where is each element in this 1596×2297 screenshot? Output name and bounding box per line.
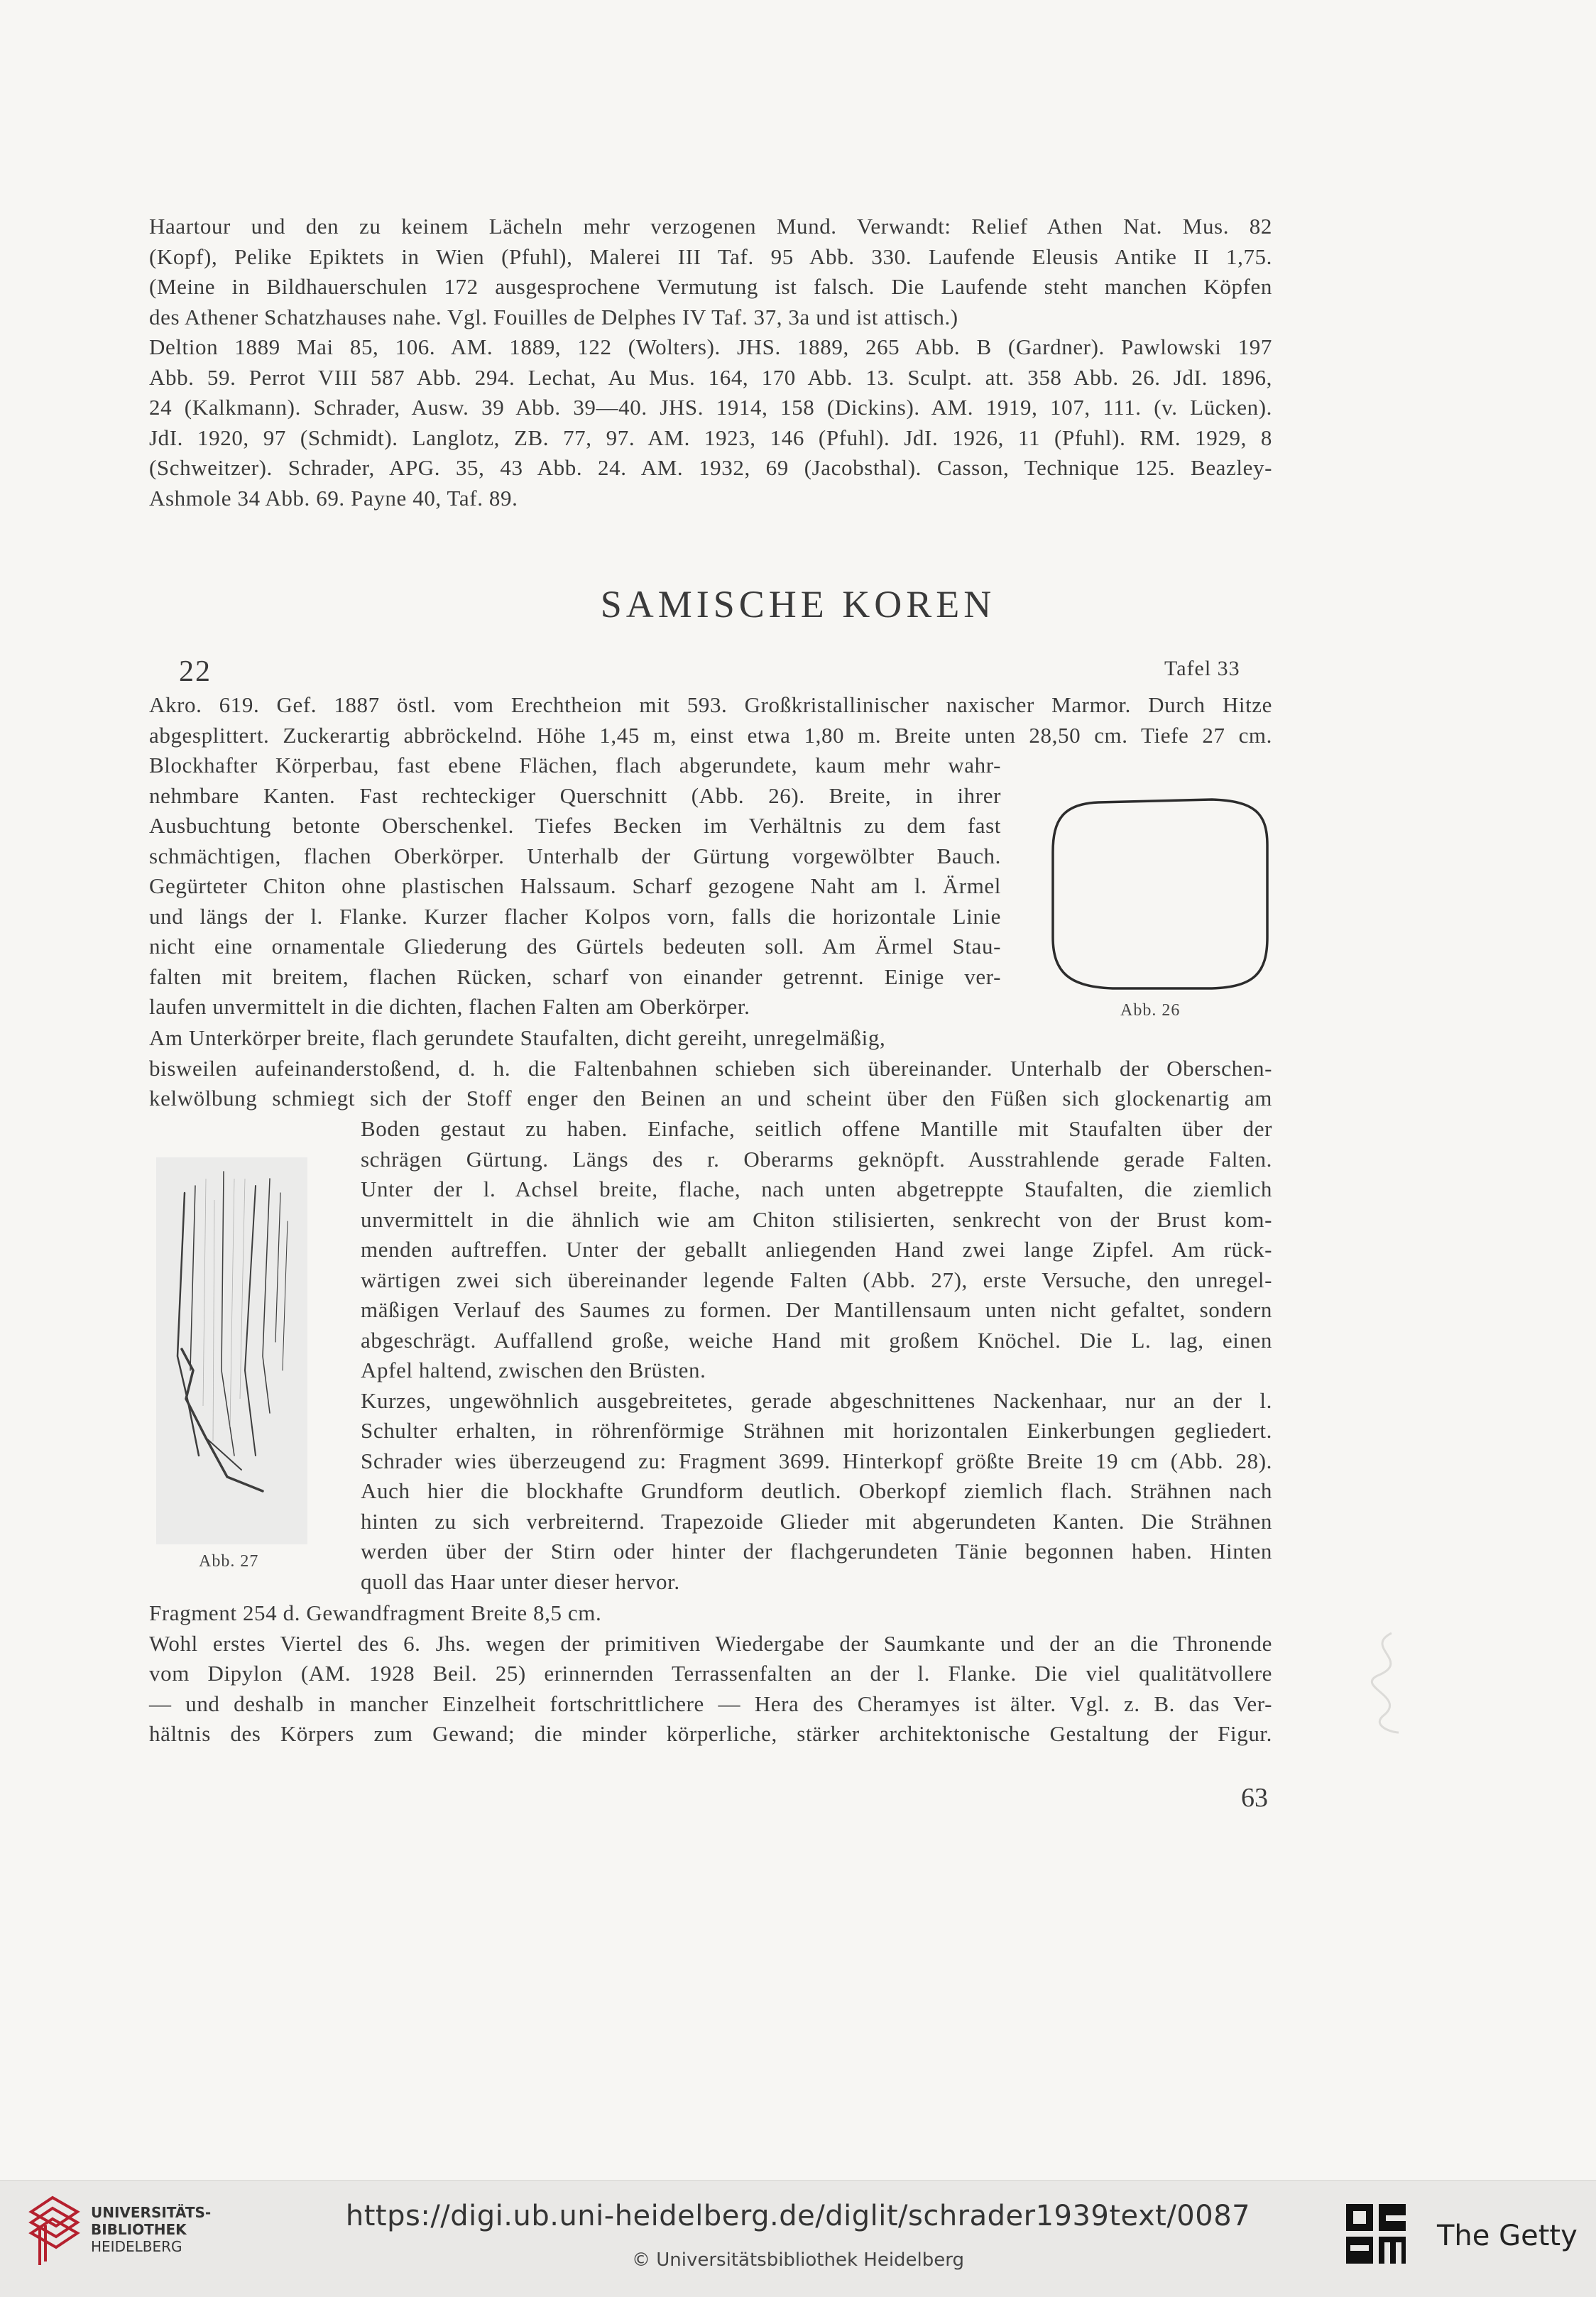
ub-line: BIBLIOTHEK bbox=[91, 2221, 187, 2238]
text-line: abgeschrägt. Auffallend große, weiche Hand mit großem Knöchel. Die L. lag, einen bbox=[361, 1327, 1272, 1353]
text-line: Auch hier die blockhafte Grundform deutlich. Oberkopf ziemlich flach. Strähnen nach bbox=[361, 1478, 1272, 1503]
text-line: 24 (Kalkmann). Schrader, Ausw. 39 Abb. 39—40. JHS. 1914, 158 (Dickins). AM. 1919, 107, 111. (v. Lücken). bbox=[149, 395, 1272, 420]
text-line: (Meine in Bildhauerschulen 172 ausgesprochene Vermutung ist falsch. Die Laufende steht manchen Köpfen bbox=[149, 274, 1272, 299]
text-line: des Athener Schatzhauses nahe. Vgl. Fouilles de Delphes IV Taf. 37, 3a und ist attisch.) bbox=[149, 304, 958, 329]
text-line: laufen unvermittelt in die dichten, flachen Falten am Oberkörper. bbox=[149, 994, 750, 1019]
text-line: menden auftreffen. Unter der geballt anliegenden Hand zwei lange Zipfel. Am rück- bbox=[361, 1237, 1272, 1262]
ub-line: HEIDELBERG bbox=[91, 2238, 182, 2255]
text-line: Haartour und den zu keinem Lächeln mehr verzogenen Mund. Verwandt: Relief Athen Nat. Mus. 82 bbox=[149, 214, 1272, 239]
intro-paragraph bbox=[149, 690, 1272, 751]
text-line: JdI. 1920, 97 (Schmidt). Langlotz, ZB. 77, 97. AM. 1923, 146 (Pfuhl). JdI. 1926, 11 (Pfuhl). RM. 1929, 8 bbox=[149, 425, 1272, 450]
text-line: vom Dipylon (AM. 1928 Beil. 25) erinnernden Terrassenfalten an der l. Flanke. Die viel qualitätvollere bbox=[149, 1661, 1272, 1686]
text-line: Unter der l. Achsel breite, flache, nach unten abgetreppte Staufalten, die ziemlich bbox=[361, 1177, 1272, 1201]
text-line: Apfel haltend, zwischen den Brüsten. bbox=[361, 1358, 706, 1382]
text-line: Akro. 619. Gef. 1887 östl. vom Erechtheion mit 593. Großkristallinischer naxischer Marmor. Durch Hitze bbox=[149, 692, 1272, 717]
text-line: Blockhafter Körperbau, fast ebene Flächen, flach abgerundete, kaum mehr wahr- bbox=[149, 753, 1001, 778]
text-line: Gegürteter Chiton ohne plastischen Halssaum. Scharf gezogene Naht am l. Ärmel bbox=[149, 873, 1001, 898]
cross-section-outline bbox=[1053, 800, 1267, 988]
getty-label: The Getty bbox=[1437, 2220, 1578, 2252]
text-line: und längs der l. Flanke. Kurzer flacher Kolpos vorn, falls die horizontale Linie bbox=[149, 903, 1001, 929]
text-line: kelwölbung schmiegt sich der Stoff enger den Beinen an und scheint über den Füßen sich glockenartig am bbox=[149, 1086, 1272, 1111]
text-line: werden über der Stirn oder hinter der flachgerundeten Tänie begonnen haben. Hinten bbox=[361, 1539, 1272, 1564]
text-line: Ashmole 34 Abb. 69. Payne 40, Taf. 89. bbox=[149, 485, 518, 511]
text-line: Abb. 59. Perrot VIII 587 Abb. 294. Lechat, Au Mus. 164, 170 Abb. 13. Sculpt. att. 358 Abb. 26. JdI. 1896, bbox=[149, 364, 1272, 390]
ub-line: UNIVERSITÄTS- bbox=[91, 2204, 212, 2221]
document-url-link[interactable]: https://digi.ub.uni-heidelberg.de/diglit/schrader1939text/0087 bbox=[345, 2200, 1251, 2232]
text-line: (Schweitzer). Schrader, APG. 35, 43 Abb. 24. AM. 1932, 69 (Jacobsthal). Casson, Technique 125. Beazley- bbox=[149, 455, 1272, 480]
text-line: Kurzes, ungewöhnlich ausgebreitetes, gerade abgeschnittenes Nackenhaar, nur an der l. bbox=[361, 1387, 1272, 1413]
text-line: Wohl erstes Viertel des 6. Jhs. wegen der primitiven Wiedergabe der Saumkante und der an die Thronende bbox=[149, 1630, 1272, 1656]
text-line: Am Unterkörper breite, flach gerundete Staufalten, dicht gereiht, unregelmäßig, bbox=[149, 1025, 886, 1050]
getty-logo-icon bbox=[1343, 2201, 1409, 2266]
text-line: Deltion 1889 Mai 85, 106. AM. 1889, 122 (Wolters). JHS. 1889, 265 Abb. B (Gardner). Pawlowski 197 bbox=[149, 334, 1272, 359]
text-line: schmächtigen, flachen Oberkörper. Unterhalb der Gürtung vorgewölbter Bauch. bbox=[149, 843, 1001, 868]
text-line: schrägen Gürtung. Längs des r. Oberarms geknöpft. Ausstrahlende gerade Falten. bbox=[361, 1146, 1272, 1172]
text-line: quoll das Haar unter dieser hervor. bbox=[361, 1568, 680, 1594]
text-line: — und deshalb in mancher Einzelheit fortschrittlichere — Hera des Cheramyes ist älter. Vgl. z. B. das Ver- bbox=[149, 1691, 1272, 1716]
text-line: abgesplittert. Zuckerartig abbröckelnd. Höhe 1,45 m, einst etwa 1,80 m. Breite unten 28,50 cm. Tiefe 27 cm. bbox=[149, 722, 1272, 748]
text-line: Boden gestaut zu haben. Einfache, seitlich offene Mantille mit Staufalten über der bbox=[361, 1116, 1272, 1141]
entry-number: 22 bbox=[179, 655, 212, 688]
text-line: Schulter erhalten, in röhrenförmige Strähnen mit horizontalen Einkerbungen gegliedert. bbox=[361, 1418, 1272, 1443]
reference-paragraph bbox=[149, 212, 1272, 513]
pencil-marks bbox=[1349, 1626, 1427, 1740]
description-right bbox=[361, 1114, 1272, 1597]
cross-section-figure bbox=[1049, 795, 1272, 994]
closing-paragraph bbox=[149, 1598, 1272, 1750]
text-line: (Kopf), Pelike Epiktets in Wien (Pfuhl), Malerei III Taf. 95 Abb. 330. Laufende Eleusis Antike II 1,75. bbox=[149, 244, 1272, 269]
text-line: Ausbuchtung betonte Oberschenkel. Tiefes Becken im Verhältnis zu dem fast bbox=[149, 813, 1001, 838]
text-line: hältnis des Körpers zum Gewand; die minder körperliche, stärker architektonische Gestaltung der Figur. bbox=[149, 1721, 1272, 1746]
text-line: falten mit breitem, flachen Rücken, scharf von einander getrennt. Einige ver- bbox=[149, 964, 1001, 989]
text-line: mäßigen Verlauf des Saumes zu formen. Der Mantillensaum unten nicht gefaltet, sondern bbox=[361, 1297, 1272, 1322]
section-title: SAMISCHE KOREN bbox=[600, 583, 996, 626]
text-line: Schrader wies überzeugend zu: Fragment 3699. Hinterkopf größte Breite 19 cm (Abb. 28). bbox=[361, 1448, 1272, 1473]
description-full bbox=[149, 1023, 1272, 1114]
drapery-sketch bbox=[156, 1157, 307, 1544]
text-line: unvermittelt in die ähnlich wie am Chiton stilisierten, senkrecht von der Brust kom- bbox=[361, 1206, 1272, 1232]
text-line: hinten zu sich verbreiternd. Trapezoide Glieder mit abgerundeten Kanten. Die Strähnen bbox=[361, 1508, 1272, 1534]
text-line: bisweilen aufeinanderstoßend, d. h. die Faltenbahnen schieben sich übereinander. Unterhalb der Oberschen- bbox=[149, 1055, 1272, 1081]
copyright-notice: © Universitätsbibliothek Heidelberg bbox=[631, 2249, 964, 2271]
text-line: wärtigen zwei sich übereinander legende Falten (Abb. 27), erste Versuche, den unregel- bbox=[361, 1267, 1272, 1292]
page-number: 63 bbox=[1241, 1783, 1268, 1813]
plate-reference: Tafel 33 bbox=[1164, 657, 1240, 680]
text-line: nehmbare Kanten. Fast rechteckiger Querschnitt (Abb. 26). Breite, in ihrer bbox=[149, 782, 1001, 808]
text-line: nicht eine ornamentale Gliederung des Gürtels bedeuten soll. Am Ärmel Stau- bbox=[149, 934, 1001, 959]
text-line: Fragment 254 d. Gewandfragment Breite 8,5 cm. bbox=[149, 1600, 602, 1625]
figure-caption-abb27: Abb. 27 bbox=[199, 1552, 259, 1571]
description-narrow bbox=[149, 751, 1001, 1022]
drapery-fragment-photo bbox=[156, 1157, 307, 1544]
figure-caption-abb26: Abb. 26 bbox=[1120, 1001, 1181, 1020]
